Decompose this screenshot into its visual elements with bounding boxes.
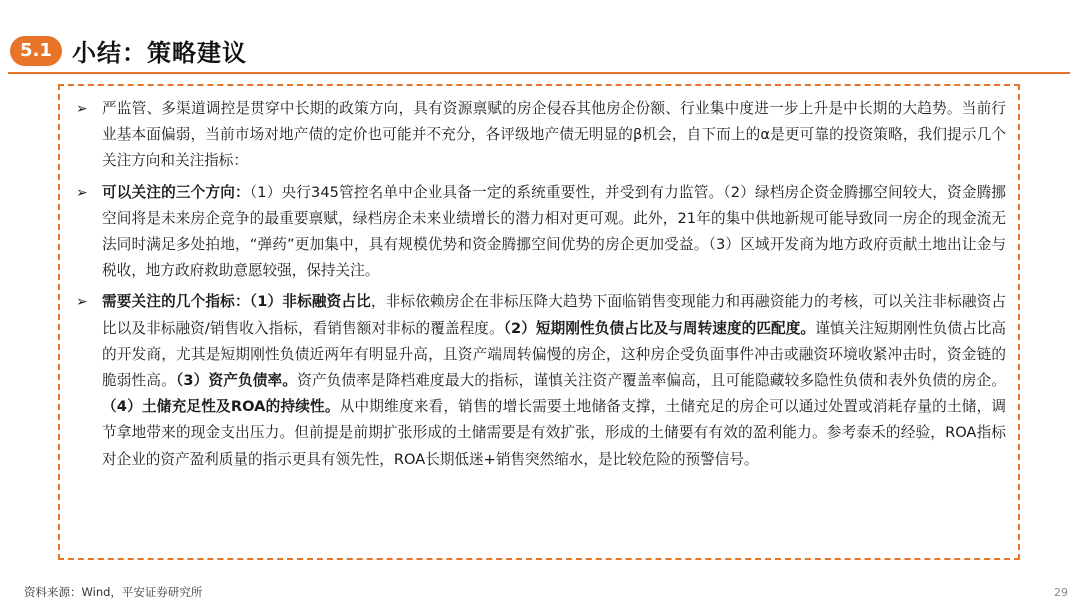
section-number-badge: 5.1 xyxy=(10,36,62,66)
source-note: 资料来源：Wind，平安证券研究所 xyxy=(24,585,203,599)
title-divider xyxy=(8,72,1070,74)
paragraph-indicators xyxy=(76,289,1006,472)
paragraph-heading: 可以关注的三个方向： xyxy=(102,183,250,201)
arrow-right-icon: ➢ xyxy=(76,184,88,201)
paragraph-text: 资产负债率是降档难度最大的指标，谨慎关注资产覆盖率偏高，且可能隐藏较多隐性负债和表外负债的房企。 xyxy=(297,372,1006,390)
indicator-heading-4: （4）土储充足性及ROA的持续性。 xyxy=(102,398,340,416)
paragraph-text: 从中期维度来看，销售的增长需要土地储备支撑，土储充足的房企可以通过处置或消耗存量的土储，调节拿地带来的现金支出压力。但前提是前期扩张形成的土储需要是有效扩张，形成的土储要有有效的盈利能力。参考泰禾的经验，ROA指标对企业的资产盈利质量的指示更具有领先性，ROA长期低迷+销售突然缩水，是比较危险的预警信号。 xyxy=(102,398,1006,468)
paragraph-text: （1）央行345管控名单中企业具备一定的系统重要性，并受到有力监管。（2）绿档房企资金腾挪空间较大，资金腾挪空间将是未来房企竞争的最重要禀赋，绿档房企未来业绩增长的潜力相对更可观。此外，21年的集中供地新规可能导致同一房企的现金流无法同时满足多处拍地，“弹药”更加集中，具有规模优势和资金腾挪空间优势的房企更加受益。（3）区域开发商为地方政府贡献土地出让金与税收，地方政府救助意愿较强，保持关注。 xyxy=(102,183,1006,280)
paragraph-text: 谨慎关注短期刚性负债占比高的开发商，尤其是短期刚性负债近两年有明显升高，且资产端周转偏慢的房企，这种房企受负面事件冲击或融资环境收紧冲击时，资金链的脆弱性高。 xyxy=(102,319,1006,390)
paragraph-heading: 需要关注的几个指标：（1）非标融资占比 xyxy=(102,293,371,311)
page-title: 小结：策略建议 xyxy=(72,39,247,67)
indicator-heading-2: （2）短期刚性负债占比及与周转速度的匹配度。 xyxy=(503,319,816,337)
arrow-right-icon: ➢ xyxy=(76,101,88,117)
page-number: 29 xyxy=(1054,586,1068,599)
paragraph-text: ，非标依赖房企在非标压降大趋势下面临销售变现能力和再融资能力的考核，可以关注非标融资占比以及非标融资/销售收入指标，看销售额对非标的覆盖程度。 xyxy=(102,293,1006,337)
paragraph-text: 严监管、多渠道调控是贯穿中长期的政策方向，具有资源禀赋的房企侵吞其他房企份额、行业集中度进一步上升是中长期的大趋势。当前行业基本面偏弱，当前市场对地产债的定价也可能并不充分，各评级地产债无明显的β机会，自下而上的α是更可靠的投资策略，我们提示几个关注方向和关注指标： xyxy=(102,100,1006,170)
paragraph-intro xyxy=(76,96,1006,175)
paragraph-directions xyxy=(76,180,1006,285)
indicator-heading-3: （3）资产负债率。 xyxy=(175,372,298,390)
arrow-right-icon: ➢ xyxy=(76,294,88,311)
content-body xyxy=(76,96,1006,478)
